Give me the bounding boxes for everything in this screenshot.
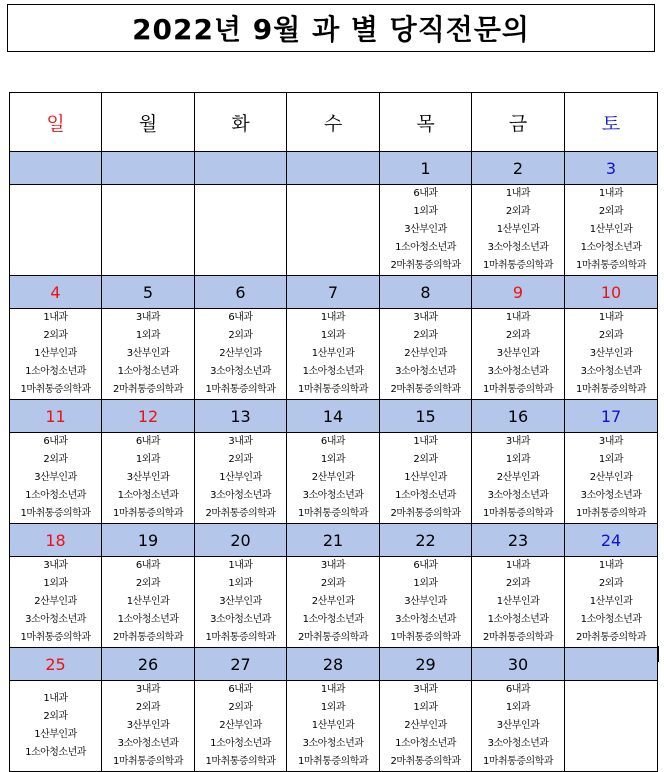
duty-cell (195, 557, 287, 648)
duty-cell (472, 433, 565, 524)
duty-entry: 2산부인과 (219, 720, 262, 731)
duty-entry: 3내과 (320, 560, 346, 571)
duty-entry: 1산부인과 (34, 729, 77, 740)
weekday-header-row (10, 93, 658, 152)
day-number: 30 (472, 648, 565, 681)
duty-cell (10, 681, 102, 772)
duty-entry: 3소아청소년과 (395, 614, 456, 625)
duty-entry: 1소아청소년과 (25, 747, 86, 758)
duty-cell (472, 185, 565, 276)
duty-entry: 2산부인과 (496, 472, 540, 483)
duty-cell (10, 433, 102, 524)
duty-entry: 1내과 (598, 188, 624, 199)
duty-entry: 2마취통증의학과 (113, 632, 183, 643)
duty-entry: 2외과 (43, 454, 68, 465)
duty-entry: 2외과 (228, 454, 253, 465)
duty-entry: 3내과 (135, 312, 161, 323)
duty-entry: 1산부인과 (311, 348, 355, 359)
duty-entry: 2외과 (320, 578, 346, 589)
duty-entry: 1산부인과 (219, 472, 262, 483)
duty-entry: 1외과 (413, 206, 438, 217)
duty-entry: 1마취통증의학과 (113, 508, 183, 519)
duty-entry: 1소아청소년과 (395, 738, 456, 749)
date-row (10, 400, 658, 433)
duty-entry: 2외과 (505, 206, 531, 217)
duty-entry: 3내과 (135, 684, 161, 695)
duty-entry: 3소아청소년과 (487, 738, 549, 749)
day-number: 13 (195, 400, 287, 433)
duty-entry: 2외과 (413, 330, 438, 341)
duty-cell (287, 557, 380, 648)
duty-entry: 3산부인과 (126, 720, 170, 731)
duty-entry: 2산부인과 (404, 348, 447, 359)
duty-entry: 1소아청소년과 (580, 614, 642, 625)
duty-entry: 1내과 (413, 436, 438, 447)
day-number: 17 (565, 400, 658, 433)
duty-entry: 1마취통증의학과 (113, 756, 183, 767)
duty-cell (380, 557, 472, 648)
duty-entry: 1마취통증의학과 (483, 756, 553, 767)
date-row (10, 152, 658, 185)
duty-entry: 1소아청소년과 (25, 366, 86, 377)
duty-entry: 1외과 (135, 330, 161, 341)
duty-cell (10, 185, 102, 276)
duty-entry: 6내과 (228, 312, 253, 323)
date-row (10, 648, 658, 681)
day-number: 14 (287, 400, 380, 433)
duty-entry: 1내과 (598, 312, 624, 323)
duty-cell (287, 681, 380, 772)
day-number (102, 152, 195, 185)
duty-entry: 3소아청소년과 (210, 366, 271, 377)
duty-cell (195, 309, 287, 400)
duty-entry: 6내과 (43, 436, 68, 447)
duty-entry: 3산부인과 (34, 472, 77, 483)
duty-entry: 3소아청소년과 (487, 490, 549, 501)
duty-entry: 2외과 (135, 578, 161, 589)
duty-entry: 1내과 (505, 312, 531, 323)
duty-entry: 1소아청소년과 (487, 614, 549, 625)
duty-entry: 3산부인과 (126, 348, 170, 359)
duty-entry: 2마취통증의학과 (483, 632, 553, 643)
duty-entry: 1산부인과 (589, 596, 633, 607)
day-number: 29 (380, 648, 472, 681)
duty-entry: 3내과 (413, 684, 438, 695)
duty-cell (565, 309, 658, 400)
duty-entry: 1마취통증의학과 (205, 756, 276, 767)
duty-entry: 2마취통증의학과 (298, 632, 368, 643)
duty-entry: 6내과 (413, 188, 438, 199)
day-number: 27 (195, 648, 287, 681)
day-number: 16 (472, 400, 565, 433)
duty-entry: 1소아청소년과 (117, 490, 179, 501)
duty-cell (472, 557, 565, 648)
duty-calendar (9, 92, 658, 772)
duty-entry: 1소아청소년과 (302, 614, 364, 625)
duty-entry: 3소아청소년과 (210, 490, 271, 501)
duty-cell (565, 557, 658, 648)
duty-cell (287, 433, 380, 524)
duty-entry: 1외과 (43, 578, 68, 589)
duty-entry: 2마취통증의학과 (390, 384, 461, 395)
duty-entry: 2산부인과 (589, 472, 633, 483)
day-number: 3 (565, 152, 658, 185)
day-number: 2 (472, 152, 565, 185)
duty-entry: 3소아청소년과 (302, 738, 364, 749)
weekday-header: 금 (472, 93, 565, 152)
duty-entry: 1산부인과 (496, 224, 540, 235)
duty-row (10, 681, 658, 772)
duty-entry: 3내과 (413, 312, 438, 323)
day-number (195, 152, 287, 185)
duty-entry: 1외과 (505, 702, 531, 713)
duty-entry: 1외과 (320, 330, 346, 341)
duty-entry: 6내과 (135, 436, 161, 447)
duty-entry: 6내과 (228, 684, 253, 695)
duty-entry: 2마취통증의학과 (390, 260, 461, 271)
day-number: 19 (102, 524, 195, 557)
duty-entry: 3소아청소년과 (487, 242, 549, 253)
duty-entry: 3산부인과 (126, 472, 170, 483)
duty-entry: 1소아청소년과 (580, 242, 642, 253)
duty-cell (195, 433, 287, 524)
duty-entry: 1외과 (135, 454, 161, 465)
day-number: 4 (10, 276, 102, 309)
duty-entry: 1산부인과 (126, 596, 170, 607)
duty-cell (195, 185, 287, 276)
duty-entry: 1소아청소년과 (25, 490, 86, 501)
day-number (287, 152, 380, 185)
duty-entry: 1마취통증의학과 (20, 384, 91, 395)
duty-entry: 1마취통증의학과 (298, 384, 368, 395)
duty-entry: 1내과 (598, 560, 624, 571)
duty-entry: 3소아청소년과 (210, 614, 271, 625)
duty-entry: 1외과 (320, 454, 346, 465)
duty-cell (195, 681, 287, 772)
duty-entry: 1외과 (505, 454, 531, 465)
duty-entry: 2산부인과 (34, 596, 77, 607)
duty-entry: 1내과 (43, 312, 68, 323)
page-title: 2022년 9월 과 별 당직전문의 (7, 4, 655, 52)
day-number: 20 (195, 524, 287, 557)
duty-entry: 2산부인과 (311, 472, 355, 483)
duty-entry: 2외과 (43, 711, 68, 722)
weekday-header: 수 (287, 93, 380, 152)
duty-entry: 3내과 (43, 560, 68, 571)
day-number: 28 (287, 648, 380, 681)
duty-entry: 2외과 (505, 330, 531, 341)
duty-entry: 3산부인과 (496, 348, 540, 359)
duty-entry: 2마취통증의학과 (390, 508, 461, 519)
duty-entry: 2마취통증의학과 (113, 384, 183, 395)
duty-cell (380, 309, 472, 400)
duty-entry: 2마취통증의학과 (205, 508, 276, 519)
duty-entry: 1산부인과 (496, 596, 540, 607)
day-number (10, 152, 102, 185)
duty-entry: 1소아청소년과 (117, 366, 179, 377)
weekday-header: 목 (380, 93, 472, 152)
duty-entry: 6내과 (505, 684, 531, 695)
duty-entry: 1마취통증의학과 (298, 756, 368, 767)
duty-entry: 1산부인과 (311, 720, 355, 731)
duty-entry: 3산부인과 (404, 224, 447, 235)
duty-entry: 2외과 (598, 330, 624, 341)
duty-entry: 2마취통증의학과 (576, 632, 646, 643)
day-number: 1 (380, 152, 472, 185)
duty-entry: 6내과 (135, 560, 161, 571)
duty-cell (565, 681, 658, 772)
day-number: 23 (472, 524, 565, 557)
duty-entry: 1내과 (320, 684, 346, 695)
duty-entry: 3내과 (598, 436, 624, 447)
duty-entry: 3소아청소년과 (580, 490, 642, 501)
duty-entry: 1외과 (598, 454, 624, 465)
duty-entry: 2외과 (228, 330, 253, 341)
duty-entry: 1외과 (228, 578, 253, 589)
duty-entry: 1내과 (228, 560, 253, 571)
duty-cell (10, 557, 102, 648)
date-row (10, 276, 658, 309)
duty-entry: 1산부인과 (34, 348, 77, 359)
duty-entry: 1마취통증의학과 (20, 632, 91, 643)
duty-entry: 1산부인과 (404, 472, 447, 483)
duty-entry: 2산부인과 (219, 348, 262, 359)
day-number: 15 (380, 400, 472, 433)
duty-entry: 2산부인과 (311, 596, 355, 607)
duty-cell (380, 681, 472, 772)
duty-row (10, 557, 658, 648)
duty-cell (287, 309, 380, 400)
duty-entry: 1마취통증의학과 (576, 384, 646, 395)
duty-entry: 1마취통증의학과 (298, 508, 368, 519)
duty-entry: 2외과 (505, 578, 531, 589)
day-number: 22 (380, 524, 472, 557)
duty-entry: 1마취통증의학과 (20, 508, 91, 519)
duty-entry: 1소아청소년과 (117, 614, 179, 625)
duty-entry: 1내과 (505, 560, 531, 571)
duty-entry: 2외과 (43, 330, 68, 341)
duty-cell (565, 433, 658, 524)
duty-entry: 1소아청소년과 (395, 490, 456, 501)
duty-entry: 1외과 (413, 702, 438, 713)
day-number: 6 (195, 276, 287, 309)
duty-entry: 2산부인과 (404, 720, 447, 731)
weekday-header: 일 (10, 93, 102, 152)
duty-entry: 1마취통증의학과 (205, 632, 276, 643)
duty-entry: 2외과 (228, 702, 253, 713)
day-number: 21 (287, 524, 380, 557)
day-number: 26 (102, 648, 195, 681)
date-row (10, 524, 658, 557)
duty-entry: 1마취통증의학과 (483, 260, 553, 271)
duty-row (10, 309, 658, 400)
duty-entry: 3내과 (228, 436, 253, 447)
duty-entry: 3소아청소년과 (302, 490, 364, 501)
duty-cell (10, 309, 102, 400)
day-number (565, 648, 658, 681)
duty-entry: 3내과 (505, 436, 531, 447)
weekday-header: 월 (102, 93, 195, 152)
duty-entry: 1산부인과 (589, 224, 633, 235)
duty-cell (287, 185, 380, 276)
duty-entry: 1소아청소년과 (395, 242, 456, 253)
duty-cell (102, 557, 195, 648)
duty-entry: 6내과 (413, 560, 438, 571)
duty-cell (102, 433, 195, 524)
duty-cell (102, 681, 195, 772)
duty-entry: 1마취통증의학과 (205, 384, 276, 395)
duty-cell (380, 433, 472, 524)
duty-entry: 3산부인과 (496, 720, 540, 731)
duty-entry: 1마취통증의학과 (576, 260, 646, 271)
duty-entry: 2외과 (598, 206, 624, 217)
duty-entry: 6내과 (320, 436, 346, 447)
duty-entry: 3산부인과 (219, 596, 262, 607)
duty-entry: 1소아청소년과 (210, 738, 271, 749)
duty-entry: 1마취통증의학과 (483, 508, 553, 519)
duty-entry: 2외과 (135, 702, 161, 713)
duty-cell (380, 185, 472, 276)
duty-cell (102, 309, 195, 400)
cursor-mark (657, 646, 659, 662)
duty-entry: 1내과 (505, 188, 531, 199)
duty-entry: 3소아청소년과 (117, 738, 179, 749)
duty-entry: 1마취통증의학과 (390, 632, 461, 643)
duty-entry: 3소아청소년과 (580, 366, 642, 377)
weekday-header: 토 (565, 93, 658, 152)
day-number: 7 (287, 276, 380, 309)
duty-cell (472, 309, 565, 400)
day-number: 25 (10, 648, 102, 681)
day-number: 9 (472, 276, 565, 309)
duty-entry: 1내과 (320, 312, 346, 323)
day-number: 5 (102, 276, 195, 309)
duty-entry: 1마취통증의학과 (576, 508, 646, 519)
duty-row (10, 433, 658, 524)
day-number: 10 (565, 276, 658, 309)
duty-row (10, 185, 658, 276)
duty-entry: 3산부인과 (404, 596, 447, 607)
duty-entry: 1마취통증의학과 (483, 384, 553, 395)
duty-entry: 1내과 (43, 693, 68, 704)
duty-cell (102, 185, 195, 276)
duty-entry: 3소아청소년과 (487, 366, 549, 377)
day-number: 8 (380, 276, 472, 309)
day-number: 24 (565, 524, 658, 557)
duty-entry: 1소아청소년과 (302, 366, 364, 377)
duty-entry: 3산부인과 (589, 348, 633, 359)
duty-entry: 1외과 (413, 578, 438, 589)
duty-entry: 3소아청소년과 (395, 366, 456, 377)
duty-cell (472, 681, 565, 772)
duty-entry: 2마취통증의학과 (390, 756, 461, 767)
duty-entry: 2외과 (598, 578, 624, 589)
duty-entry: 1외과 (320, 702, 346, 713)
day-number: 12 (102, 400, 195, 433)
day-number: 11 (10, 400, 102, 433)
duty-entry: 2외과 (413, 454, 438, 465)
day-number: 18 (10, 524, 102, 557)
duty-entry: 3소아청소년과 (25, 614, 86, 625)
weekday-header: 화 (195, 93, 287, 152)
duty-cell (565, 185, 658, 276)
